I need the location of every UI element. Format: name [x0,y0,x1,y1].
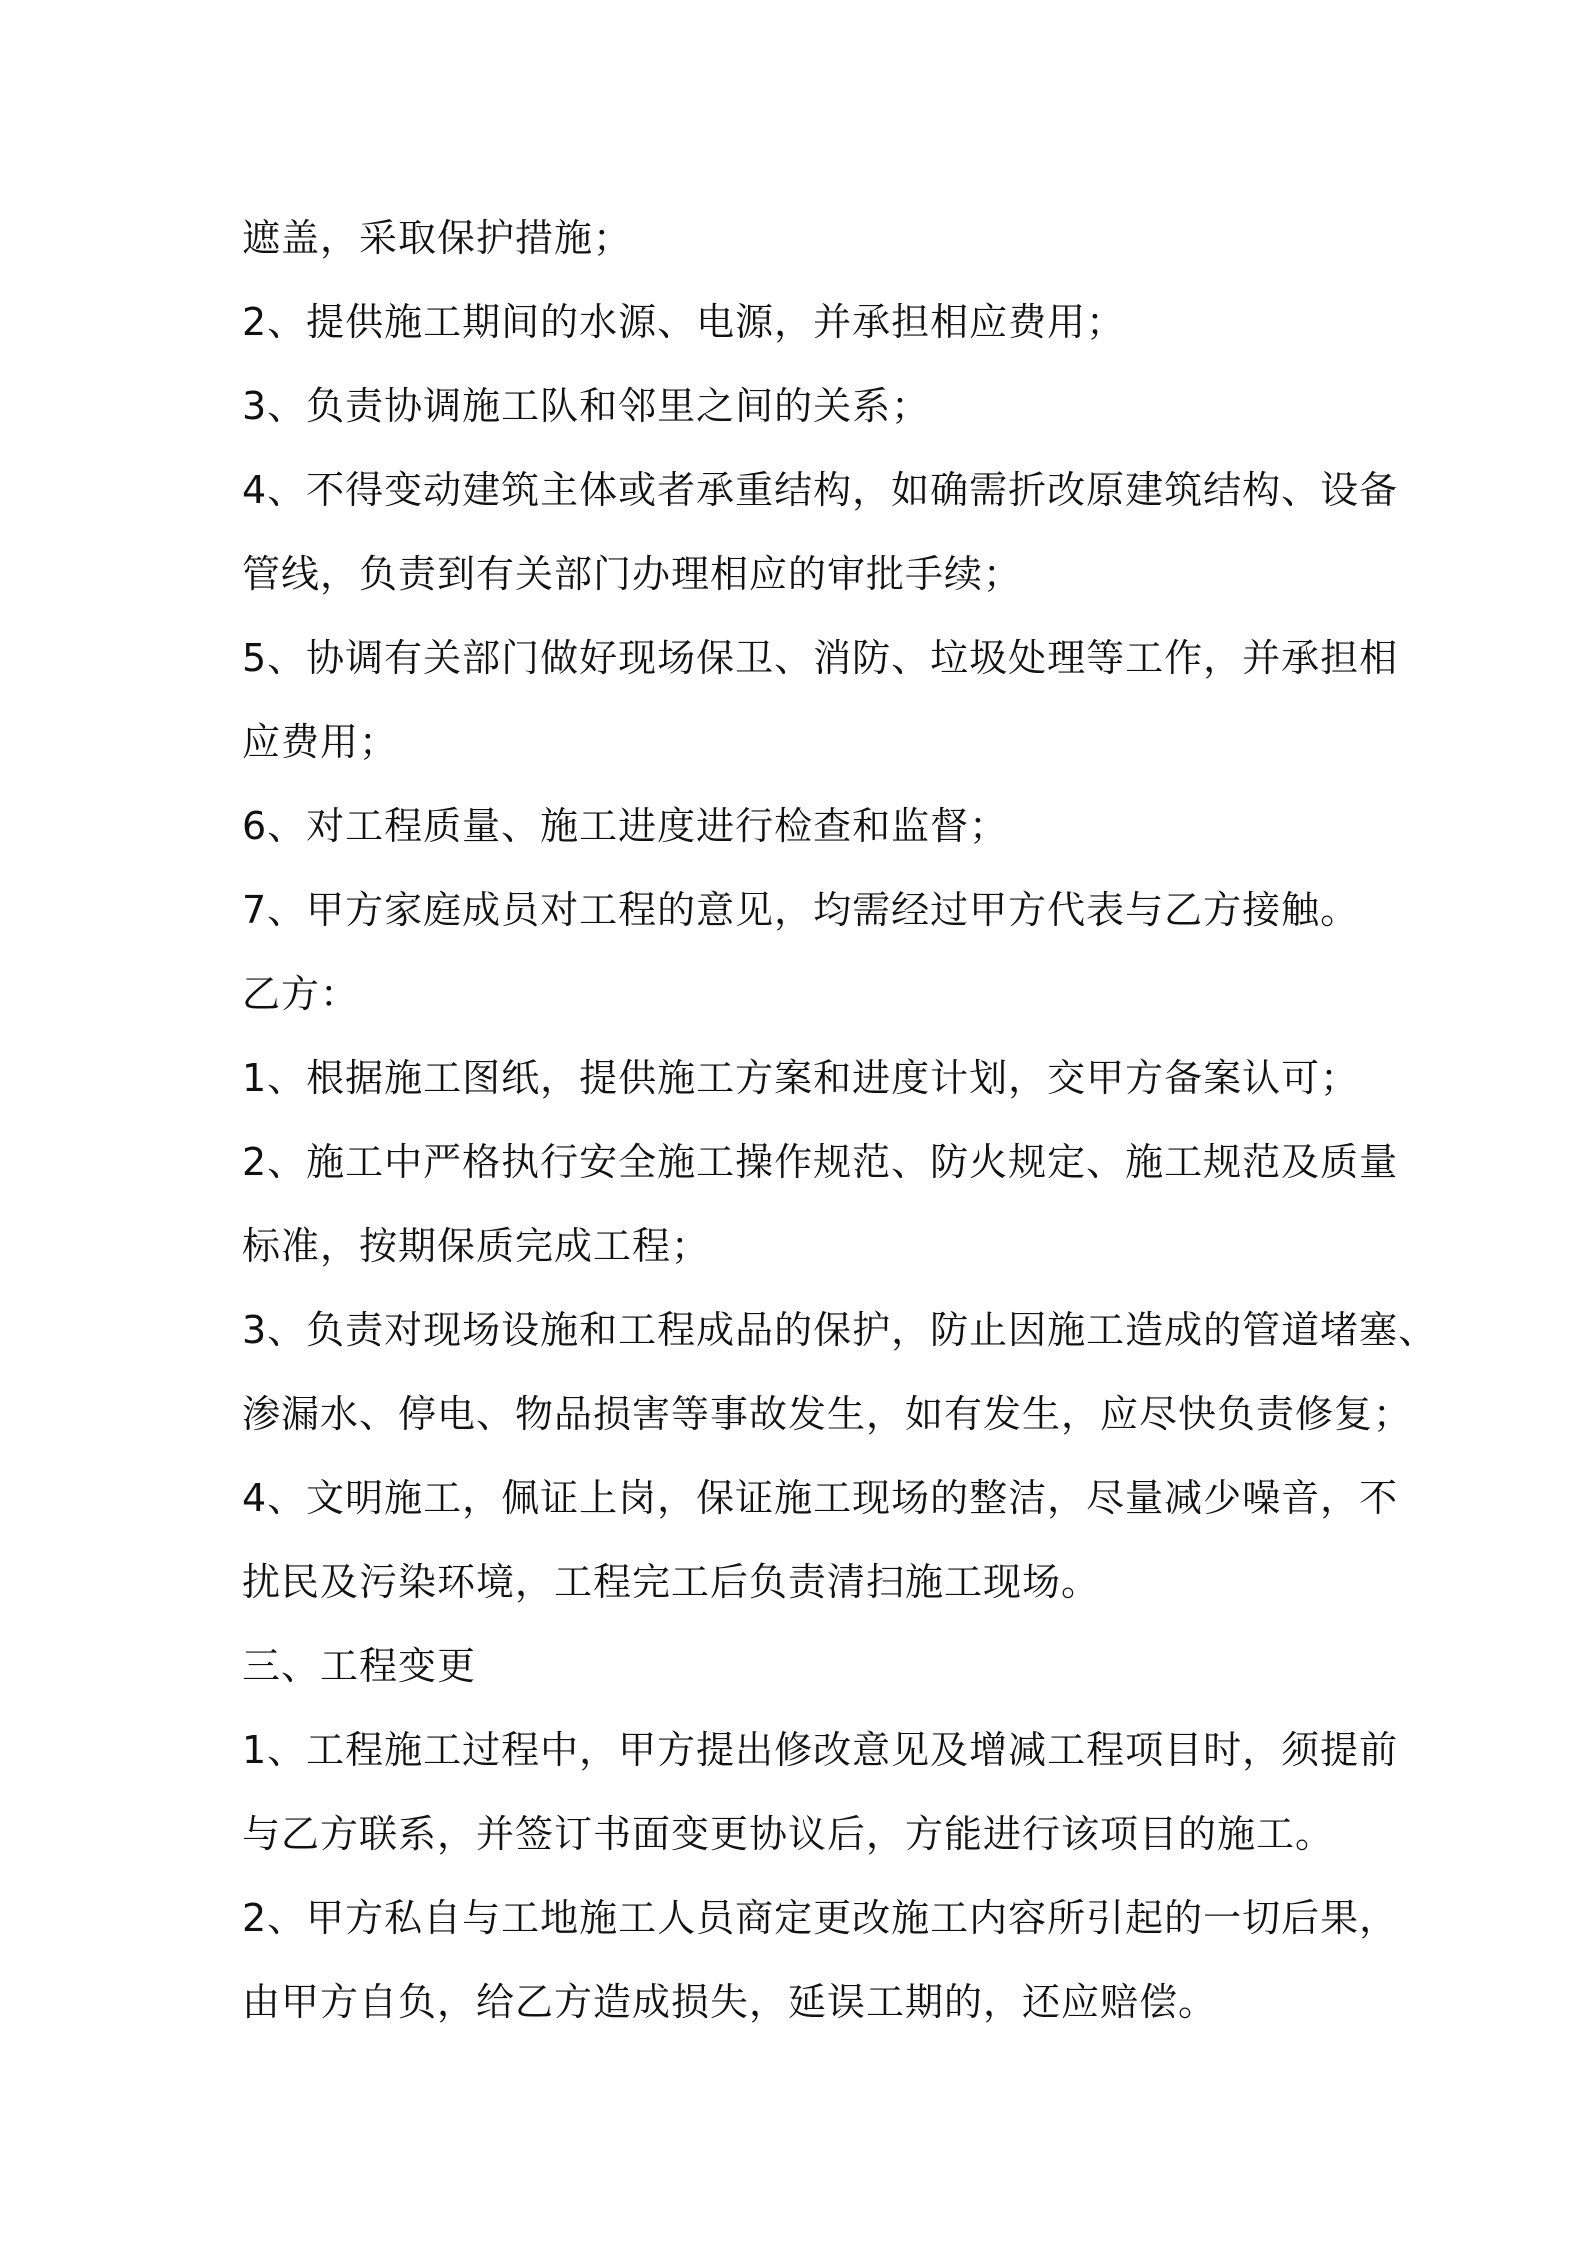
text-line: 与乙方联系，并签订书面变更协议后，方能进行该项目的施工。 [242,1812,1335,1856]
text-line: 管线，负责到有关部门办理相应的审批手续； [242,552,1023,596]
text-line: 2、提供施工期间的水源、电源，并承担相应费用； [242,300,1126,344]
text-line: 1、根据施工图纸，提供施工方案和进度计划，交甲方备案认可； [242,1056,1360,1100]
text-line: 4、文明施工，佩证上岗，保证施工现场的整洁，尽量减少噪音，不 [242,1476,1399,1520]
text-line: 应费用； [242,720,399,764]
text-line: 2、甲方私自与工地施工人员商定更改施工内容所引起的一切后果， [242,1896,1399,1940]
text-line: 渗漏水、停电、物品损害等事故发生，如有发生，应尽快负责修复； [242,1392,1413,1436]
text-line: 6、对工程质量、施工进度进行检查和监督； [242,804,1009,848]
text-line: 2、施工中严格执行安全施工操作规范、防火规定、施工规范及质量 [242,1140,1399,1184]
text-line: 遮盖，采取保护措施； [242,216,633,260]
text-line: 扰民及污染环境，工程完工后负责清扫施工现场。 [242,1560,1101,1604]
text-line: 5、协调有关部门做好现场保卫、消防、垃圾处理等工作，并承担相 [242,636,1399,680]
text-line: 3、负责对现场设施和工程成品的保护，防止因施工造成的管道堵塞、 [242,1308,1438,1352]
document-body [242,196,1438,2044]
section-heading: 三、工程变更 [242,1644,477,1688]
text-line: 7、甲方家庭成员对工程的意见，均需经过甲方代表与乙方接触。 [242,888,1360,932]
text-line: 3、负责协调施工队和邻里之间的关系； [242,384,931,428]
text-line: 标准，按期保质完成工程； [242,1224,711,1268]
text-line: 1、工程施工过程中，甲方提出修改意见及增减工程项目时，须提前 [242,1728,1399,1772]
section-heading: 乙方： [242,972,360,1016]
text-line: 4、不得变动建筑主体或者承重结构，如确需折改原建筑结构、设备 [242,468,1399,512]
text-line: 由甲方自负，给乙方造成损失，延误工期的，还应赔偿。 [242,1980,1218,2024]
